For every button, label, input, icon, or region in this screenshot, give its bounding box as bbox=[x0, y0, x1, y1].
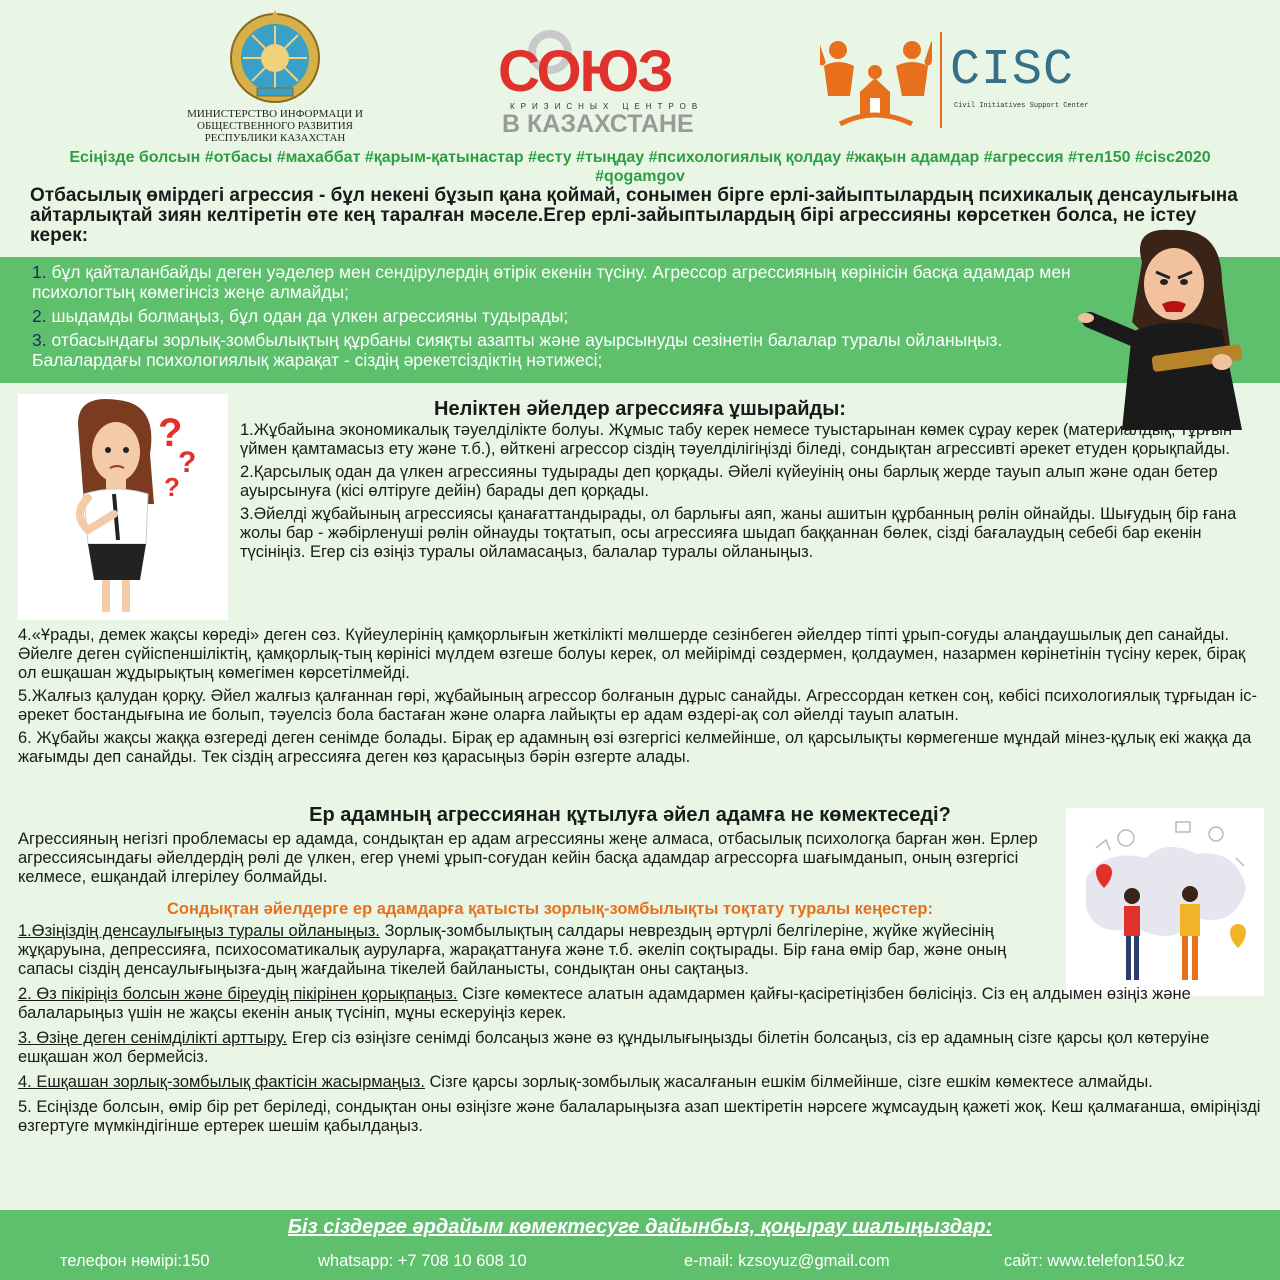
footer-title: Біз сіздерге әрдайым көмектесуге дайынбыз, қоңырау шалыңыздар: bbox=[287, 1216, 993, 1238]
advice-text: Зорлық-зомбылықтың салдары неврездың әртүрлі белгілеріне, жүйке жүйесінің жұқаруына, депрессияға, психосоматикалық ауруларға, жарақаттануға және т.б. әкеліп соқтырады. Бір ғана өмір бар, және оның сапасы сіздің денсаулығыңызға-дың жағдайына тікелей байланысты, сондықтан оны сақтаңыз. bbox=[18, 922, 1007, 978]
list-item: 4.«Ұрады, демек жақсы көреді» деген сөз. Күйеулерінің қамқорлығын жеткілікті мөлшерде сезінбеген әйелдер тіпті ұрып-соғуды алаңдаушылық деп санайды. Әйелге деген сүйіспеншіліктің, қамқорлық-тың көрінісі мүлдем өзгеше болуы керек, ол мейірімді сөздермен, қолдаумен, назармен көрінетінін түсіну керек, бірақ ол ешқашан жұдырықтың көмегімен көрсетілмейді. bbox=[18, 626, 1246, 682]
list-item bbox=[32, 306, 1092, 326]
advice-text: 5. Есіңізде болсын, өмір бір рет беріледі, сондықтан оны өзіңізге және балаларыңызға азап шектіретін нәрсеге жұмсаудың қажеті жоқ. Кеш қалмағанша, өміріңізді өзгертуге мүмкіндігінше ертерек шешім қабылдаңыз. bbox=[18, 1098, 1261, 1135]
cisc-subtitle: Civil Initiatives Support Center bbox=[954, 102, 1089, 110]
cisc-title: CISC bbox=[950, 42, 1075, 99]
item-number: 1. bbox=[32, 262, 47, 282]
item-text: шыдамды болмаңыз, бұл одан да үлкен агрессияны тудырады; bbox=[46, 306, 569, 326]
svg-text:?: ? bbox=[164, 472, 180, 502]
list-item bbox=[32, 330, 1092, 370]
advice-item bbox=[18, 922, 1058, 979]
website-link[interactable]: сайт: www.telefon150.kz bbox=[1004, 1252, 1185, 1270]
why-list bbox=[240, 421, 1270, 566]
list-item: 5.Жалғыз қалудан қорқу. Әйел жалғыз қалғаннан гөрі, жұбайының агрессор болғанын дұрыс санайды. Агрессордан кеткен соң, көбісі психологиялық тұрғыдан іс-әрекет бостандығына ие болып, тәуелсіз бола бастаған және оларға лайықты ер адам өздері-ақ сол әйелді тауып алатын. bbox=[18, 687, 1258, 724]
footer-contacts bbox=[0, 1252, 1280, 1272]
advice-heading: 2. Өз пікіріңіз болсын және біреудің пікірінен қорықпаңыз. bbox=[18, 985, 458, 1003]
whatsapp-number[interactable]: whatsapp: +7 708 10 608 10 bbox=[318, 1252, 527, 1270]
list-item: 2.Қарсылық одан да үлкен агрессияны тудырады деп қорқады. Әйелі күйеуінің оны барлық жерде тауып алып және одан бетер ауырсынуға (кісі өлтіруге дейін) барады деп қорқады. bbox=[240, 463, 1218, 500]
soyuz-country: В КАЗАХСТАНЕ bbox=[502, 110, 694, 138]
cisc-logo bbox=[820, 30, 1110, 130]
logo-divider bbox=[940, 32, 942, 128]
item-text: отбасындағы зорлық-зомбылықтың құрбаны сияқты азапты және ауырсынуды сезінетін балалар туралы ойланыңыз. Балалардағы психологиялық жарақат - сіздің әрекетсіздіктің нәтижесі; bbox=[32, 330, 1003, 370]
ministry-line: РЕСПУБЛИКИ КАЗАХСТАН bbox=[204, 132, 346, 144]
help-title: Ер адамның агрессиянан құтылуға әйел адамға не көмектеседі? bbox=[309, 804, 951, 826]
kazakhstan-emblem-icon bbox=[227, 8, 323, 106]
intro-paragraph: Отбасылық өмірдегі агрессия - бұл некені бұзып қана қоймай, сонымен бірге ерлі-зайыптылардың психикалық денсаулығына айтарлықтай зиян келтіретін өте кең таралған мәселе.Егер ерлі-зайыптылардың бірі агрессияны көрсеткен болса, не істеу керек: bbox=[30, 185, 1238, 246]
advice-heading: 4. Ешқашан зорлық-зомбылық фактісін жасырмаңыз. bbox=[18, 1073, 425, 1091]
svg-text:?: ? bbox=[178, 446, 197, 479]
list-item: 6. Жұбайы жақсы жаққа өзгереді деген сенімде болады. Бірақ ер адамның өзі өзгергісі келмейінше, ол қарсылықты көрмегенше мұндай мінез-құлық екі жаққа да жағымды деп санайды. Тек сіздің агрессияға деген көз қарасыңыз бәрін өзгерте алады. bbox=[18, 729, 1252, 766]
soyuz-subtitle: КРИЗИСНЫХ ЦЕНТРОВ bbox=[510, 102, 704, 111]
item-number: 2. bbox=[32, 306, 47, 326]
advice-text: Сізге қарсы зорлық-зомбылық жасалғанын ешкім білмейінше, сізге ешкім көмектесе алмайды. bbox=[424, 1073, 1153, 1091]
ministry-line: ОБЩЕСТВЕННОГО РАЗВИТИЯ bbox=[197, 120, 353, 132]
hashtags: Есіңізде болсын #отбасы #махаббат #қарым-қатынастар #есту #тыңдау #психологиялық қолдау #жақын адамдар #агрессия #тел150 #cisc2020 #qogamgov bbox=[69, 149, 1211, 185]
advice-text: Егер сіз өзіңізге сенімді болсаңыз және өз құндылығыңызды білетін болсаңыз, сіз ер адамның сізге қарсы қол көтеруіне ешқашан жол бермейсіз. bbox=[18, 1029, 1210, 1066]
soyuz-title: СОЮЗ bbox=[498, 39, 672, 104]
soyuz-logo bbox=[498, 28, 708, 138]
advice-heading: 1.Өзіңіздің денсаулығыңыз туралы ойланыңыз. bbox=[18, 922, 380, 940]
ministry-logo bbox=[170, 8, 380, 144]
advice-list bbox=[18, 922, 1268, 1142]
why-list-continued bbox=[18, 626, 1268, 771]
question-marks-woman-icon bbox=[18, 394, 228, 620]
advice-title: Сондықтан әйелдерге ер адамдарға қатысты зорлық-зомбылықты тоқтату туралы кеңестер: bbox=[166, 900, 934, 918]
action-list bbox=[32, 262, 1092, 374]
angry-woman-illustration bbox=[1072, 222, 1272, 430]
list-item: 3.Әйелді жұбайының агрессиясы қанағаттандырады, ол барлығы аяп, жаны ашитын құрбанның рөлін ойнайды. Шығудың бір ғана жолы бар - жәбірленуші рөлін ойнауды тоқтатып, осы агрессияға шыдап баққаннан бөлек, сізді бағалаудың себебі бар екенін түсініңіз. Егер сіз өзіңіз туралы ойламасаңыз, балалар туралы ойланыңыз. bbox=[240, 505, 1237, 561]
advice-item bbox=[18, 1098, 1268, 1136]
advice-heading: 3. Өзіңе деген сенімділікті арттыру. bbox=[18, 1029, 288, 1047]
why-title: Неліктен әйелдер агрессияға ұшырайды: bbox=[434, 398, 846, 420]
list-item: 1.Жұбайына экономикалық тәуелділікте болуы. Жұмыс табу керек немесе туыстарынан көмек сұрау керек (материалдық, тұрғын үймен қамтамасыз ету және т.б.), өйткені агрессор сіздің тәуелділігіңізді біледі, сондықтан агрессивті әрекет етуден қорықпайды. bbox=[240, 421, 1233, 458]
list-item bbox=[32, 262, 1092, 302]
advice-item bbox=[18, 1073, 1268, 1092]
family-people-icon bbox=[820, 36, 932, 126]
phone-number[interactable]: телефон нөмірі:150 bbox=[60, 1252, 210, 1270]
help-paragraph: Агрессияның негізгі проблемасы ер адамда, сондықтан ер адам агрессияны жеңе алмаса, отбасылық психологқа барған жөн. Ерлер агрессиясындағы әйелдердің рөлі де үлкен, егер үнемі ұрып-соғудан кейін басқа адамдар агрессорға шағымданып, оның өзгергісі келмесе, ешқандай ілгерілеу болмайды. bbox=[18, 830, 1038, 886]
email-link[interactable]: e-mail: kzsoyuz@gmail.com bbox=[684, 1252, 890, 1270]
svg-text:?: ? bbox=[158, 411, 183, 455]
confused-woman-illustration bbox=[18, 394, 228, 620]
advice-item bbox=[18, 1029, 1268, 1067]
advice-item bbox=[18, 985, 1268, 1023]
item-text: бұл қайталанбайды деген уәделер мен сендірулердің өтірік екенін түсіну. Агрессор агрессияның көрінісін басқа адамдар мен психологтың көмегінсіз жеңе алмайды; bbox=[32, 262, 1071, 302]
item-number: 3. bbox=[32, 330, 47, 350]
ministry-line: МИНИСТЕРСТВО ИНФОРМАЦИ И bbox=[187, 108, 363, 120]
advice-text: Сізге көмектесе алатын адамдармен қайғы-қасіретіңізбен бөлісіңіз. Сіз ең алдымен өзіңіз және балаларыңыз үшін не жақсы екенін анық түсініп, мұны ескеруіңіз керек. bbox=[18, 985, 1191, 1022]
